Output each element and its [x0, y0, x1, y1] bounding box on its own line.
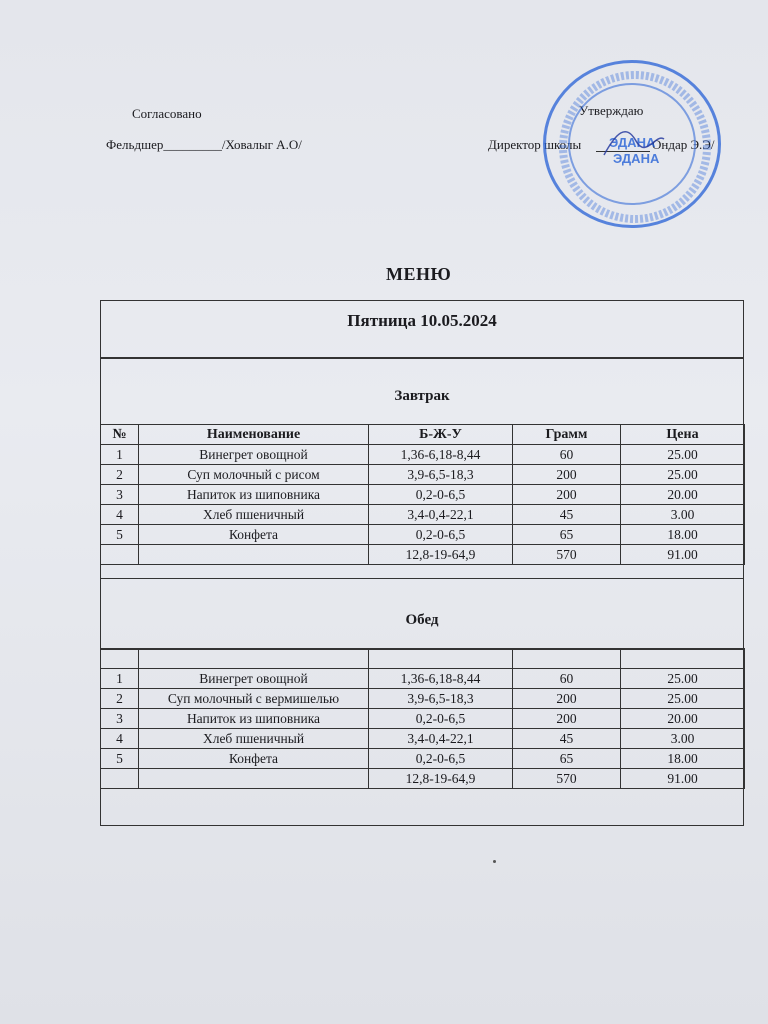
dish-name: Хлеб пшеничный: [139, 505, 369, 525]
row-number: 5: [101, 749, 139, 769]
dish-gram: 200: [513, 485, 621, 505]
dish-name: Винегрет овощной: [139, 445, 369, 465]
dish-price: 25.00: [621, 689, 745, 709]
table-row: [101, 465, 745, 485]
seal-graphic: [546, 63, 724, 231]
row-number: 4: [101, 505, 139, 525]
row-number: 2: [101, 689, 139, 709]
dish-gram: 60: [513, 445, 621, 465]
breakfast-header: [100, 357, 744, 425]
dish-gram: 200: [513, 689, 621, 709]
dish-price: 20.00: [621, 709, 745, 729]
approved-label: Согласовано: [132, 106, 202, 121]
total-row: [101, 545, 745, 565]
table-row: [101, 445, 745, 465]
day-title: Пятница 10.05.2024: [347, 311, 497, 330]
director-signature-suffix: Ондар Э.Э/: [652, 137, 715, 152]
lunch-label: Обед: [405, 612, 439, 628]
total-empty-name: [139, 769, 369, 789]
dish-bju: 3,9-6,5-18,3: [369, 689, 513, 709]
dish-gram: 45: [513, 729, 621, 749]
dish-name: Конфета: [139, 525, 369, 545]
dish-bju: 3,4-0,4-22,1: [369, 505, 513, 525]
dish-gram: 200: [513, 709, 621, 729]
dish-price: 3.00: [621, 729, 745, 749]
table-header-row: [101, 425, 745, 445]
dish-name: Винегрет овощной: [139, 669, 369, 689]
day-header: [100, 300, 744, 359]
col-name: Наименование: [139, 425, 369, 445]
dish-gram: 65: [513, 749, 621, 769]
row-number: 1: [101, 669, 139, 689]
table-row: [101, 729, 745, 749]
col-gram: Грамм: [513, 425, 621, 445]
total-gram: 570: [513, 545, 621, 565]
page-title: МЕНЮ: [386, 264, 452, 284]
dish-name: Суп молочный с вермишелью: [139, 689, 369, 709]
dish-price: 3.00: [621, 505, 745, 525]
lunch-table: [100, 648, 745, 789]
dish-price: 18.00: [621, 749, 745, 769]
total-row: [101, 769, 745, 789]
dish-name: Суп молочный с рисом: [139, 465, 369, 485]
dish-gram: 200: [513, 465, 621, 485]
svg-text:ЭДАНА: ЭДАНА: [609, 135, 656, 150]
dish-bju: 0,2-0-6,5: [369, 485, 513, 505]
row-number: 2: [101, 465, 139, 485]
dish-gram: 65: [513, 525, 621, 545]
dish-gram: 60: [513, 669, 621, 689]
table-row: [101, 485, 745, 505]
row-number: 3: [101, 485, 139, 505]
dish-price: 25.00: [621, 445, 745, 465]
total-empty-number: [101, 545, 139, 565]
table-row: [101, 525, 745, 545]
col-number: №: [101, 425, 139, 445]
svg-text:ЭДАНА: ЭДАНА: [613, 151, 660, 166]
empty-cell: [101, 649, 139, 669]
dish-name: Конфета: [139, 749, 369, 769]
lunch-header: [100, 578, 744, 650]
total-price: 91.00: [621, 545, 745, 565]
empty-cell: [139, 649, 369, 669]
dish-name: Хлеб пшеничный: [139, 729, 369, 749]
row-number: 5: [101, 525, 139, 545]
school-seal: [543, 60, 721, 228]
dish-gram: 45: [513, 505, 621, 525]
dish-bju: 0,2-0-6,5: [369, 709, 513, 729]
breakfast-label: Завтрак: [394, 388, 450, 404]
total-empty-name: [139, 545, 369, 565]
total-empty-number: [101, 769, 139, 789]
dish-price: 25.00: [621, 465, 745, 485]
dish-name: Напиток из шиповника: [139, 709, 369, 729]
table-row: [101, 749, 745, 769]
row-number: 3: [101, 709, 139, 729]
empty-cell: [369, 649, 513, 669]
total-bju: 12,8-19-64,9: [369, 545, 513, 565]
dish-bju: 3,4-0,4-22,1: [369, 729, 513, 749]
dish-bju: 3,9-6,5-18,3: [369, 465, 513, 485]
dish-bju: 1,36-6,18-8,44: [369, 669, 513, 689]
row-number: 1: [101, 445, 139, 465]
total-gram: 570: [513, 769, 621, 789]
col-bju: Б-Ж-У: [369, 425, 513, 445]
dish-price: 20.00: [621, 485, 745, 505]
medic-signature-line: Фельдшер_________/Ховалыг А.О/: [106, 137, 302, 152]
table-row: [101, 689, 745, 709]
director-signature-prefix: Директор школы: [488, 137, 582, 152]
dish-price: 25.00: [621, 669, 745, 689]
row-number: 4: [101, 729, 139, 749]
dish-bju: 1,36-6,18-8,44: [369, 445, 513, 465]
dish-bju: 0,2-0-6,5: [369, 749, 513, 769]
dish-name: Напиток из шиповника: [139, 485, 369, 505]
col-price: Цена: [621, 425, 745, 445]
dish-bju: 0,2-0-6,5: [369, 525, 513, 545]
empty-header-row: [101, 649, 745, 669]
confirm-label: Утверждаю: [579, 103, 644, 118]
breakfast-table: [100, 424, 745, 565]
table-row: [101, 669, 745, 689]
table-row: [101, 709, 745, 729]
table-row: [101, 505, 745, 525]
dish-price: 18.00: [621, 525, 745, 545]
empty-cell: [513, 649, 621, 669]
total-bju: 12,8-19-64,9: [369, 769, 513, 789]
total-price: 91.00: [621, 769, 745, 789]
empty-cell: [621, 649, 745, 669]
paper-speck: [493, 860, 496, 863]
